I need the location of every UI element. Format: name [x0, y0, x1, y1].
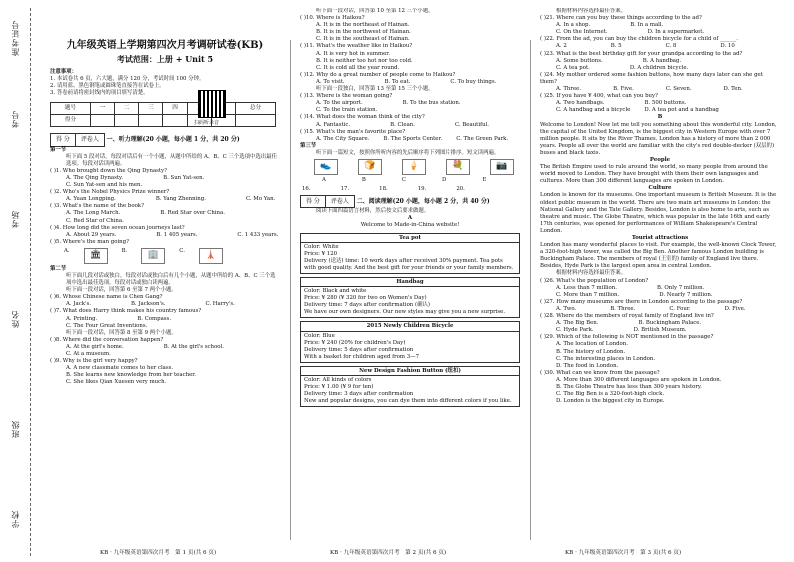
- options-row: [540, 43, 780, 50]
- option[interactable]: B. Sun Yat-sen.: [163, 174, 205, 181]
- options-row: [50, 316, 280, 323]
- question-stem: ( )7. What does Harry think makes his country famous?: [50, 308, 202, 315]
- options-row: [540, 58, 780, 65]
- column-3: [540, 8, 780, 544]
- option[interactable]: C.: [179, 247, 185, 254]
- question-stem: ( )11. What's the weather like in Haikou?: [300, 43, 413, 50]
- camera-icon: 📷: [490, 159, 514, 175]
- options-row: [300, 79, 520, 86]
- score-table: [50, 102, 276, 127]
- listening-lead: 听下面一段对话，回答第 6 至第 7 两个小题。: [66, 287, 177, 294]
- question-stem: ( )8. Where did the conversation happen?: [50, 336, 164, 343]
- option[interactable]: C. She likes Qian Xuesen very much.: [66, 379, 167, 386]
- option[interactable]: D. The food in London.: [556, 362, 619, 369]
- option[interactable]: D. 10: [720, 43, 735, 50]
- option[interactable]: C. To the train station.: [316, 107, 378, 114]
- page-footer: KB · 九年级英语第四次月考 第 3 页(共 6 页): [565, 550, 682, 556]
- score-cell[interactable]: [236, 115, 276, 127]
- notice-title: 注意事项：: [50, 69, 77, 76]
- option[interactable]: A. The Qing Dynasty.: [66, 174, 124, 181]
- option[interactable]: A. About 29 years.: [66, 231, 117, 238]
- binding-label: 考号: [11, 110, 20, 128]
- option[interactable]: B. Compass.: [137, 315, 172, 322]
- passage-label: A: [407, 215, 413, 222]
- ad-line: Color: Black and white: [304, 288, 367, 295]
- options-row: [540, 22, 780, 29]
- picture-letter: D: [442, 176, 447, 183]
- question-stem: ( )1. Who brought down the Qing Dynasty?: [50, 167, 168, 174]
- answer-blank[interactable]: 18.: [379, 186, 388, 193]
- option[interactable]: B. Yang Zhenning.: [155, 196, 206, 203]
- option[interactable]: B. Red Star over China.: [160, 210, 225, 217]
- option[interactable]: A. Two.: [556, 305, 577, 312]
- option[interactable]: A. Three.: [556, 86, 582, 93]
- score-cell[interactable]: [139, 115, 163, 127]
- passage-paragraph: London is known for its museums. One important museum is British Museum. It is the oldest public museum in the world. There are two main art museums in London: the National Gallery and the Tate Gallery. Besides, London is also home to arts, such as theatre and music. The Globe Theatre, which was popular in the late 16th and early 17th centuries, was opened for performances of William Shakespeare's Central London.: [540, 192, 777, 234]
- section-heading: 一、听力理解(20 小题，每小题 1 分，共 20 分): [106, 136, 240, 144]
- question-stem: ( )5. Where's the man going?: [50, 238, 129, 245]
- question-lead: 根据材料内容选择最佳答案。: [556, 270, 627, 277]
- answer-blank[interactable]: 16.: [302, 186, 311, 193]
- option[interactable]: B. To the bus station.: [402, 100, 461, 107]
- option[interactable]: B. Only 7 million.: [656, 284, 705, 291]
- question-stem: ( )10. Where is Haikou?: [300, 15, 365, 22]
- qr-caption: 扫码听录音: [194, 120, 220, 126]
- picture-letter: B: [361, 176, 366, 183]
- question-stem: ( )12. Why do a great number of people come to Haikou?: [300, 71, 456, 78]
- option[interactable]: B.: [121, 247, 128, 254]
- option[interactable]: A. Two handbags.: [556, 100, 605, 107]
- options-row: [50, 344, 280, 351]
- binding-label: 学校: [11, 510, 20, 528]
- column-divider: [290, 40, 291, 540]
- picture-letter: E: [482, 176, 487, 183]
- option[interactable]: B. 5: [610, 43, 622, 50]
- question-stem: ( )15. What's the man's favorite place?: [300, 128, 406, 135]
- reading-intro: 阅读下面四篇语言材料，然后按文后要求做题。: [316, 208, 430, 215]
- options-row: [50, 175, 280, 182]
- option[interactable]: B. Jackson's.: [130, 301, 166, 308]
- option[interactable]: C. 8: [665, 43, 677, 50]
- option[interactable]: C. At a museum.: [66, 351, 111, 357]
- ad-title: Handbag: [301, 279, 519, 287]
- shoe-icon: 👟: [314, 159, 338, 175]
- binding-label: 班级: [11, 420, 20, 438]
- option[interactable]: A. The Big Ben.: [556, 320, 599, 327]
- part-desc: 听下面一篇短文，按照你所听内容的先后顺序将下列图片排序。短文读两遍。: [316, 149, 500, 156]
- option[interactable]: B. A handbag.: [642, 57, 682, 64]
- score-head: 二: [115, 103, 139, 115]
- option[interactable]: A. A new classmate comes to her class.: [66, 365, 174, 372]
- question-stem: ( )13. Where is the woman going?: [300, 93, 393, 100]
- option[interactable]: A. Some buttons.: [556, 57, 603, 64]
- binding-label: 姓名: [11, 310, 20, 328]
- option[interactable]: A. More than 300 different languages are spoken in London.: [556, 376, 722, 383]
- option[interactable]: D. A children bicycle.: [629, 64, 689, 71]
- listening-lead: 听下面一段独白，回答第 13 至第 15 三个小题。: [316, 86, 434, 93]
- option[interactable]: A. The City Square.: [316, 135, 370, 142]
- score-head: 题号: [51, 103, 91, 115]
- score-head: 四: [163, 103, 187, 115]
- option[interactable]: A. To visit.: [316, 78, 345, 85]
- section1-header: [50, 133, 280, 146]
- score-head: 三: [139, 103, 163, 115]
- option[interactable]: C. Beautiful.: [454, 121, 489, 128]
- score-cell[interactable]: [163, 115, 187, 127]
- part-title: 第一节: [50, 146, 67, 153]
- question-stem: ( )2. Who's the Nobel Physics Prize winner?: [50, 189, 170, 196]
- option[interactable]: B. In a mall.: [630, 22, 664, 29]
- column-1: [50, 8, 280, 544]
- notice-item: 3. 答卷前请将密封线内的项目填写清楚。: [50, 90, 149, 97]
- scorer-box: 得 分 评卷人: [300, 195, 355, 208]
- options-row: [540, 65, 780, 72]
- ad-box-button: [300, 366, 520, 407]
- question-stem: ( )4. How long did the seven ocean journeys last?: [50, 224, 185, 231]
- ad-line: Delivery time: 3 days after confirmation: [304, 391, 414, 398]
- option[interactable]: D. Nearly 7 million.: [659, 291, 713, 298]
- question-stem: ( )3. What's the name of the book?: [50, 203, 144, 210]
- listening-lead: 听下面一段对话，回答第 10 至第 12 三个小题。: [316, 8, 434, 14]
- question-stem: ( )21. Where can you buy these things according to the ad?: [540, 15, 702, 22]
- ad-line: Price: ¥ 240 (20% for children's Day): [304, 339, 406, 346]
- answer-blank[interactable]: 17.: [340, 186, 350, 193]
- ad-line: Price: ¥ 280 (¥ 320 for two on Women's Day): [304, 295, 427, 302]
- option[interactable]: C. The Four Great Inventions.: [66, 322, 148, 329]
- option[interactable]: B. 1 405 years.: [156, 231, 198, 238]
- option[interactable]: B. Five.: [613, 86, 634, 93]
- options-row: [540, 292, 780, 299]
- binding-label: 考场: [11, 210, 20, 228]
- options-row: [50, 210, 280, 217]
- option[interactable]: B. At the girl's school.: [163, 343, 224, 350]
- ad-box-handbag: [300, 277, 520, 318]
- option[interactable]: C. The interesting places in London.: [556, 355, 656, 362]
- notice-item: 1. 本试卷共 6 页，六大题，满分 120 分，考试时间 100 分钟。: [50, 76, 205, 83]
- options-row: [540, 320, 780, 327]
- ad-line: Price: ¥ 1.00 (¥ 9 for ten): [304, 384, 374, 391]
- flower-icon: 💐: [446, 159, 470, 175]
- option[interactable]: C. To buy things.: [450, 78, 497, 85]
- option[interactable]: A. Fantastic.: [316, 121, 351, 128]
- qr-code-icon[interactable]: [198, 90, 226, 118]
- options-row: [300, 100, 520, 107]
- option[interactable]: C. The Green Park.: [456, 135, 509, 142]
- binding-label: 准考证号: [11, 20, 20, 56]
- option[interactable]: C. Red Star of China.: [66, 217, 124, 224]
- option[interactable]: D. British Museum.: [633, 327, 687, 334]
- answer-blank[interactable]: 20.: [456, 186, 465, 193]
- option[interactable]: A. At the girl's home.: [66, 343, 124, 350]
- option[interactable]: A. The location of London.: [556, 341, 628, 348]
- ad-welcome: Welcome to Made-in-China website!: [360, 222, 460, 229]
- options-row: [300, 136, 520, 143]
- option[interactable]: C. The Big Ben is a 320-foot-high clock.: [556, 391, 665, 398]
- question-stem: ( )29. Which of the following is NOT mentioned in the passage?: [540, 334, 714, 341]
- ice-cream-icon: 🍦: [402, 159, 426, 175]
- option[interactable]: C. Hyde Park.: [556, 327, 594, 334]
- question-stem: ( )25. If you have ¥ 400, what can you buy?: [540, 93, 658, 100]
- options-row: [540, 306, 780, 313]
- score-row-label: 得分: [51, 115, 91, 127]
- option[interactable]: C. Sun Yat-sen and his men.: [66, 182, 143, 189]
- ad-line: Color: White: [304, 243, 339, 250]
- passage-subhead: Tourist attractions: [631, 235, 689, 241]
- page-footer: KB · 九年级英语第四次月考 第 2 页(共 6 页): [330, 550, 447, 556]
- options-row: [540, 100, 780, 107]
- part-desc: 听下面几段对话或独白。每段对话或独白后有几个小题，从题中所给的 A、B、C 三个选项中选出最佳选项。每段对话或独白读两遍。: [66, 272, 276, 287]
- picture-letters: [300, 177, 520, 184]
- option[interactable]: C. A tea pot.: [556, 64, 590, 71]
- question-stem: ( )26. What's the population of London?: [540, 277, 649, 284]
- part-title: 第三节: [300, 142, 317, 149]
- option[interactable]: A. Less than 7 million.: [556, 284, 617, 291]
- option[interactable]: A. Jack's.: [66, 301, 91, 308]
- part-title: 第二节: [50, 265, 67, 272]
- building-icon: 🏛: [84, 248, 108, 264]
- option[interactable]: C. Seven.: [665, 86, 692, 93]
- score-cell[interactable]: [90, 115, 114, 127]
- page-footer: KB · 九年级英语第四次月考 第 1 页(共 6 页): [100, 550, 217, 556]
- ad-line: Delivery time: 5 days after confirmation: [304, 346, 414, 353]
- option[interactable]: C. Four.: [669, 305, 691, 312]
- section-heading: 二、阅读理解(20 小题，每小题 2 分，共 40 分): [356, 198, 490, 206]
- option[interactable]: A. In a shop.: [556, 22, 591, 29]
- options-row: [540, 285, 780, 292]
- passage-label: B: [657, 114, 663, 121]
- option[interactable]: B. It is neither too hot nor too cold.: [316, 57, 413, 64]
- ad-title: Tea pot: [301, 235, 519, 243]
- option[interactable]: B. Clean.: [390, 121, 415, 128]
- option[interactable]: B. The history of London.: [556, 348, 626, 355]
- option[interactable]: C. It is in the southeast of Hainan.: [316, 36, 410, 43]
- question-stem: ( )9. Why is the girl very happy?: [50, 358, 138, 365]
- option[interactable]: B. The Globe Theatre has less than 300 years history.: [556, 383, 702, 390]
- option[interactable]: C. A handbag and a bicycle: [556, 107, 631, 114]
- option[interactable]: C. Harry's.: [205, 301, 235, 308]
- question-stem: ( )23. What is the best birthday gift for your grandpa according to the ad?: [540, 50, 743, 57]
- option[interactable]: D. Five.: [724, 305, 746, 312]
- passage-paragraph: Welcome to London! Now let me tell you something about this wonderful city. London, the capital of the United Kingdom, is the biggest city in Western Europe with over 7 million people. It sits by the River Thames. London has a history of more than 2 000 years. People all over the world are familiar with the city's red double-decker (双层的) buses and black taxis.: [540, 121, 777, 156]
- question-stem: ( )28. Where do the members of royal family of England live in?: [540, 313, 714, 320]
- exam-title: 九年级英语上学期第四次月考调研试卷(KB): [66, 40, 264, 51]
- option[interactable]: A. It is very hot in summer.: [316, 50, 390, 57]
- option[interactable]: C. It is cold all the year round.: [316, 64, 400, 71]
- question-stem: ( )30. What can we know from the passage?: [540, 369, 660, 376]
- seal-line: [30, 8, 31, 556]
- notice-item: 2. 请用蓝、黑色钢笔或圆珠笔直接答在试卷上。: [50, 83, 165, 90]
- question-stem: ( )22. From the ad, you can buy the children bicycle for a child of ______.: [540, 36, 738, 43]
- tower-icon: 🗼: [199, 248, 223, 264]
- ad-title: New Design Fashion Button (纽扣): [301, 368, 519, 376]
- ad-line: Color: Blue: [304, 332, 335, 339]
- option[interactable]: C. On the Internet.: [556, 29, 608, 36]
- option[interactable]: A. 2: [556, 43, 567, 50]
- question-lead: 根据材料内容选择最佳答案。: [556, 8, 627, 14]
- option[interactable]: A. Yuan Longping.: [66, 196, 116, 203]
- building-icon: 🏢: [141, 248, 165, 264]
- question-stem: ( )14. What does the woman think of the city?: [300, 114, 425, 121]
- option[interactable]: B. She learns new knowledge from her teacher.: [66, 372, 196, 379]
- binding-strip: [0, 0, 40, 562]
- picture-row: [300, 159, 520, 175]
- option[interactable]: B. Buckingham Palace.: [638, 320, 702, 327]
- bread-icon: 🍞: [358, 159, 382, 175]
- picture-options: [50, 248, 280, 264]
- option[interactable]: D. A tea pot and a handbag: [644, 107, 719, 114]
- options-row: [50, 232, 280, 239]
- passage-subhead: People: [649, 156, 671, 163]
- ad-box-teapot: [300, 233, 520, 274]
- option[interactable]: A.: [64, 247, 70, 254]
- ad-line: Delivery time: 7 days after confirmation (确认): [304, 302, 430, 309]
- ad-line: Delivery (送达) time: 10 work days after received 30% payment. Tea pots with good quality. And the best gift for your friends or your family members.: [304, 257, 514, 271]
- column-divider: [530, 40, 531, 540]
- question-stem: ( )6. Whose Chinese name is Chen Gang?: [50, 294, 163, 301]
- option[interactable]: A. Printing.: [66, 315, 98, 322]
- ad-line: New and popular designs, you can dye them into different colors if you like.: [304, 398, 512, 405]
- option[interactable]: A. To the airport.: [316, 100, 363, 107]
- scorer-box: 得 分 评卷人: [50, 133, 105, 146]
- passage-paragraph: London has many wonderful places to visit. For example, the well-known Clock Tower, a 320-foot-high tower, was called the Big Ben. Another famous London building is Buckingham Palace. The members of royal (王室的) family of England live there. Besides, Hyde Park is the largest open area in central London.: [540, 242, 777, 270]
- listening-lead: 听下面一段对话，回答第 8 至第 9 两个小题。: [66, 329, 177, 336]
- column-2: [300, 8, 520, 544]
- score-head: 一: [90, 103, 114, 115]
- score-head: 总分: [236, 103, 276, 115]
- part-desc: 听下面 5 段对话。每段对话后有一个小题，从题中所给的 A、B、C 三个选项中选出最佳选项。每段对话读两遍。: [66, 153, 277, 167]
- options-row: [300, 122, 520, 129]
- option[interactable]: B. Three.: [610, 305, 636, 312]
- option[interactable]: A. It is in the northeast of Hainan.: [316, 22, 410, 29]
- ad-box-bicycle: [300, 321, 520, 362]
- ad-line: Color: All kinds of colors: [304, 377, 372, 384]
- ad-line: With a basket for children aged from 3—7: [304, 353, 420, 360]
- exam-scope: 考试范围：上册 + Unit 5: [116, 54, 214, 64]
- option[interactable]: A. The Long March.: [66, 210, 121, 217]
- ad-line: We have our own designers. Our new styles may give you a new surprise.: [304, 309, 506, 316]
- options-row: [540, 107, 780, 114]
- score-cell[interactable]: [115, 115, 139, 127]
- option[interactable]: D. London is the biggest city in Europe.: [556, 398, 665, 405]
- option[interactable]: B. It is in the northwest of Hainan.: [316, 29, 411, 36]
- passage-subhead: Culture: [648, 185, 672, 192]
- answer-blank[interactable]: 19.: [417, 186, 427, 193]
- picture-letter: C: [401, 176, 406, 183]
- option[interactable]: B. To eat.: [384, 78, 411, 85]
- option[interactable]: C. More than 7 million.: [556, 291, 620, 298]
- section2-header: [300, 195, 520, 208]
- option[interactable]: B. The Sports Center.: [383, 135, 443, 142]
- option[interactable]: D. Ten.: [723, 86, 743, 93]
- question-stem: ( )27. How many museums are there in London according to the passage?: [540, 298, 743, 305]
- question-stem: ( )24. My mother ordered some fashion buttons, how many days later can she get them?: [540, 71, 763, 85]
- option[interactable]: B. 500 buttons.: [644, 100, 687, 107]
- answer-blanks: [300, 186, 520, 193]
- picture-letter: A: [322, 176, 326, 183]
- ad-line: Price: ¥ 120: [304, 250, 338, 257]
- ad-title: 2015 Newly Children Bicycle: [301, 323, 519, 331]
- option[interactable]: C. Mo Yan.: [245, 196, 276, 203]
- option[interactable]: D. In a supermarket.: [647, 29, 705, 36]
- passage-paragraph: The British Empire used to rule around the world, so many people from around the world moved to London. They have brought with them their own languages and cultures. More than 300 different languages are spoken in London.: [540, 164, 768, 185]
- option[interactable]: C. 1 433 years.: [237, 231, 279, 238]
